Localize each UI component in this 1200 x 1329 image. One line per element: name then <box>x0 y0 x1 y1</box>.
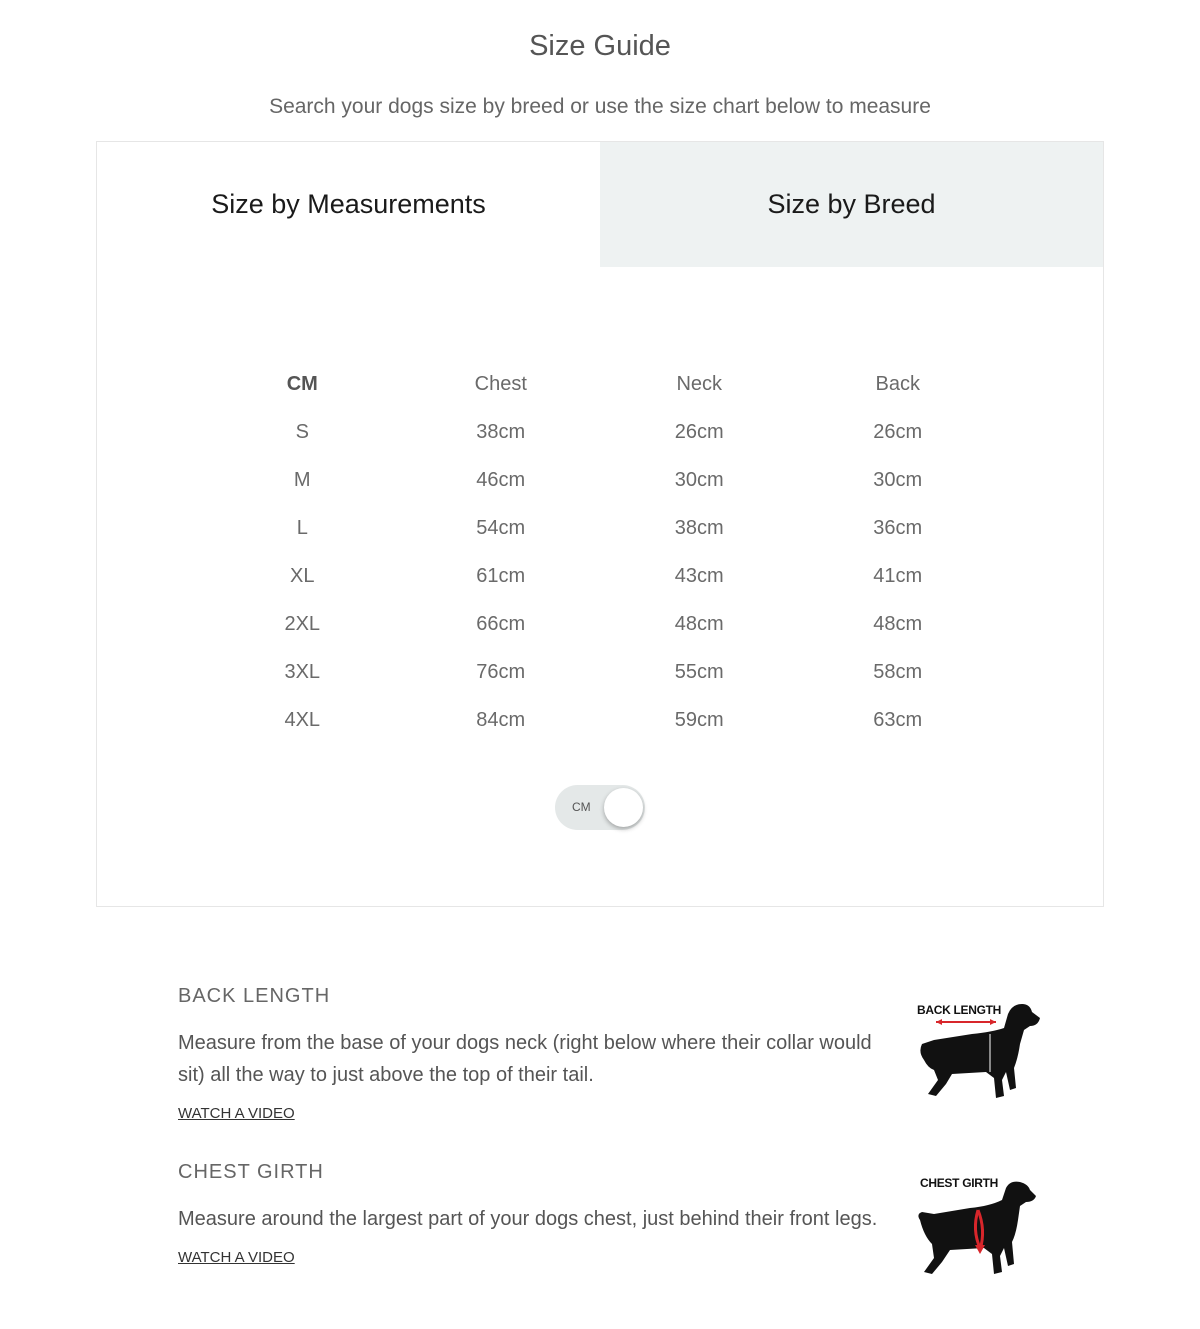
neck-cell: 43cm <box>674 564 724 587</box>
guide-text: Measure around the largest part of your dogs chest, just behind their front legs. <box>178 1208 878 1230</box>
chest-girth-guide <box>178 1161 878 1267</box>
back-cell: 41cm <box>873 564 923 587</box>
neck-cell: 26cm <box>674 420 724 443</box>
neck-cell: 48cm <box>674 612 724 635</box>
tab-size-by-breed[interactable] <box>600 142 1103 267</box>
back-cell: 48cm <box>873 612 923 635</box>
size-cell: 3XL <box>284 660 321 683</box>
size-cell: 4XL <box>284 708 321 731</box>
back-cell: 26cm <box>873 420 923 443</box>
column-header-chest: Chest <box>474 372 527 395</box>
chest-cell: 54cm <box>476 516 526 539</box>
page-subtitle: Search your dogs size by breed or use the size chart below to measure <box>269 95 931 118</box>
chest-girth-illustration <box>914 1174 1040 1280</box>
watch-video-link[interactable]: WATCH A VIDEO <box>178 1249 295 1266</box>
chest-cell: 61cm <box>476 564 526 587</box>
column-header-neck: Neck <box>676 372 723 395</box>
back-cell: 63cm <box>873 708 923 731</box>
size-cell: S <box>295 420 309 443</box>
chest-cell: 46cm <box>476 468 526 491</box>
guide-heading: BACK LENGTH <box>178 985 331 1007</box>
table-row <box>203 696 997 744</box>
toggle-knob <box>604 788 643 827</box>
tab-label: Size by Breed <box>767 189 936 219</box>
chest-cell: 66cm <box>476 612 526 635</box>
guide-text: Measure from the base of your dogs neck (right below where their collar would sit) all the way to just above the top of their tail. <box>178 1032 872 1086</box>
chest-cell: 38cm <box>476 420 526 443</box>
table-row <box>203 504 997 552</box>
neck-cell: 30cm <box>674 468 724 491</box>
size-cell: M <box>293 468 311 491</box>
tab-size-by-measurements[interactable] <box>97 142 600 267</box>
tab-label: Size by Measurements <box>211 189 486 219</box>
size-cell: 2XL <box>284 612 321 635</box>
page-title: Size Guide <box>529 30 671 62</box>
column-header-unit: CM <box>286 372 318 395</box>
size-cell: XL <box>290 564 315 587</box>
back-cell: 58cm <box>873 660 923 683</box>
chest-cell: 84cm <box>476 708 526 731</box>
back-length-illustration <box>912 1000 1042 1105</box>
size-cell: L <box>296 516 308 539</box>
watch-video-link[interactable]: WATCH A VIDEO <box>178 1105 295 1122</box>
table-header-row <box>203 360 997 408</box>
neck-cell: 55cm <box>674 660 724 683</box>
unit-toggle-label: CM <box>572 800 591 814</box>
unit-toggle[interactable] <box>555 785 645 830</box>
guide-heading: CHEST GIRTH <box>178 1161 324 1183</box>
back-length-guide <box>178 985 878 1123</box>
chest-cell: 76cm <box>476 660 526 683</box>
illustration-caption: CHEST GIRTH <box>920 1176 999 1190</box>
column-header-back: Back <box>875 372 920 395</box>
back-cell: 36cm <box>873 516 923 539</box>
table-row <box>203 600 997 648</box>
table-row <box>203 456 997 504</box>
table-row <box>203 408 997 456</box>
neck-cell: 59cm <box>674 708 724 731</box>
table-row <box>203 648 997 696</box>
table-row <box>203 552 997 600</box>
back-cell: 30cm <box>873 468 923 491</box>
size-guide-panel <box>96 141 1104 907</box>
size-table <box>203 360 997 744</box>
illustration-caption: BACK LENGTH <box>917 1003 1002 1017</box>
neck-cell: 38cm <box>674 516 724 539</box>
